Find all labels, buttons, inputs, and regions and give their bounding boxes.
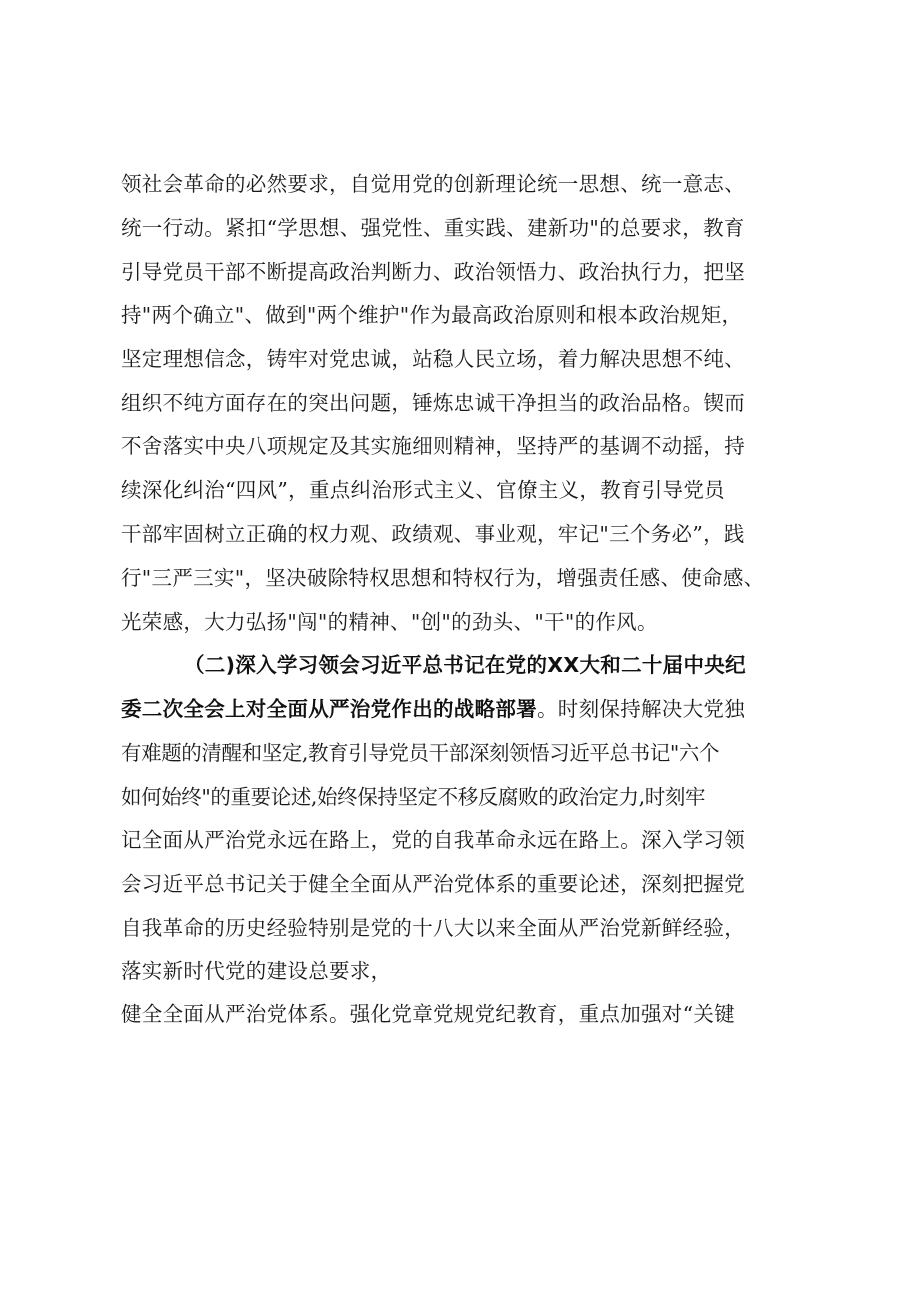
section-body-start: 。时刻保持解决大党独 [537,697,745,721]
paragraph-line: 统一行动。紧扣“学思想、强党性、重实践、建新功"的总要求，教育 [121,216,745,240]
paragraph-line: 不舍落实中央八项规定及其实施细则精神，坚持严的基调不动摇，持 [121,434,745,458]
paragraph-line: 续深化纠治“四风”，重点纠治形式主义、官僚主义，教育引导党员 [121,478,725,502]
paragraph-line: 自我革命的历史经验特别是党的十八大以来全面从严治党新鲜经验， [121,916,745,940]
section-heading-end: 委二次全会上对全面从严治党作出的战略部署 [121,697,537,721]
paragraph-line: 组织不纯方面存在的突出问题，锤炼忠诚干净担当的政治品格。锲而 [121,391,745,415]
paragraph-line: 引导党员干部不断提高政治判断力、政治领悟力、政治执行力，把坚 [121,260,745,284]
paragraph-line: 领社会革命的必然要求，自觉用党的创新理论统一思想、统一意志、 [121,172,745,196]
paragraph-line: 有难题的清醒和坚定,教育引导党员干部深刻领悟习近平总书记"六个 [121,741,720,765]
paragraph-line: 如何始终"的重要论述,始终保持坚定不移反腐败的政治定力,时刻牢 [121,785,706,809]
paragraph-line: 会习近平总书记关于健全全面从严治党体系的重要论述，深刻把握党 [121,872,745,896]
paragraph-line: 干部牢固树立正确的权力观、政绩观、事业观，牢记"三个务必”，践 [121,522,745,546]
paragraph-line: 健全全面从严治党体系。强化党章党规党纪教育，重点加强对“关键 [121,1002,735,1026]
paragraph-line: 记全面从严治党永远在路上，党的自我革命永远在路上。深入学习领 [121,828,745,852]
section-heading: （二)深入学习领会习近平总书记在党的XX大和二十届中央纪 [184,653,746,677]
paragraph-line: 光荣感，大力弘扬"闯"的精神、"创"的劲头、"干"的作风。 [121,610,658,634]
paragraph-line: 落实新时代党的建设总要求， [121,959,392,983]
paragraph-line: 坚定理想信念，铸牢对党忠诚，站稳人民立场，着力解决思想不纯、 [121,347,745,371]
paragraph-line: 行"三严三实"，坚决破除特权思想和特权行为，增强责任感、使命感、 [121,566,765,590]
paragraph-line: 持"两个确立"、做到"两个维护"作为最高政治原则和根本政治规矩， [121,303,743,327]
section-heading-continuation [121,695,831,723]
